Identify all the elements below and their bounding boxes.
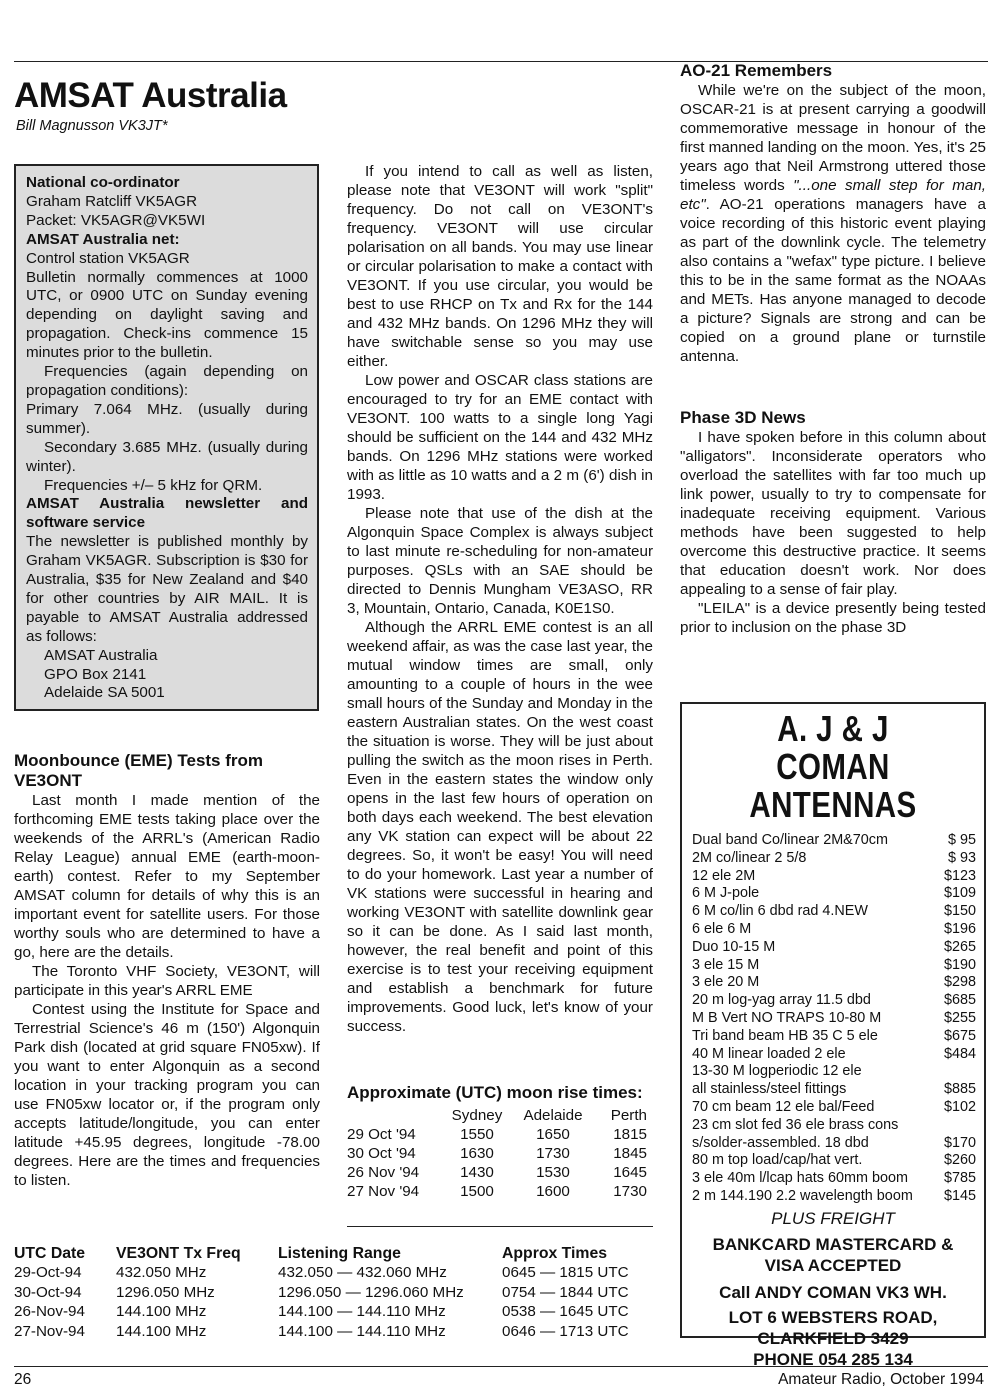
- table-row: [14, 1322, 654, 1341]
- moon-cell: 1430: [460, 1164, 494, 1181]
- moon-cell: 1845: [613, 1145, 647, 1162]
- list-item: [692, 903, 976, 921]
- info-address-line: GPO Box 2141: [44, 665, 147, 683]
- ad-price: $885: [943, 1081, 976, 1098]
- sched-cell: 0538 — 1645 UTC: [502, 1303, 629, 1321]
- moon-cell: 1645: [613, 1164, 647, 1181]
- ao21-section: [680, 61, 986, 366]
- moonrise-section: [347, 1083, 653, 1201]
- sched-cell: 1296.050 — 1296.060 MHz: [278, 1283, 464, 1301]
- ad-price: $255: [943, 1009, 976, 1026]
- moon-cell: 27 Nov '94: [347, 1183, 420, 1200]
- ad-address-line: LOT 6 WEBSTERS ROAD,: [728, 1307, 938, 1327]
- ad-item: 20 m log-yag array 11.5 dbd: [692, 992, 871, 1009]
- ad-price: $484: [943, 1045, 976, 1062]
- ad-item: 70 cm beam 12 ele bal/Feed: [692, 1098, 875, 1115]
- publication-info: Amateur Radio, October 1994: [778, 1371, 984, 1388]
- list-item: [692, 1152, 976, 1170]
- info-newsletter: The newsletter is published monthly by Graham VK5AGR. Subscription is $30 for Australia, $35 for New Zealand and $40 for other countries by AIR MAIL. It is payable to AMSAT Australia addressed as follows:: [26, 533, 308, 645]
- moonbounce-para: Last month I made mention of the forthcoming EME tests taking place over the weekends of the ARRL's (American Radio Relay League) annual EME (earth-moon-earth) contest. Refer to my September AMSAT column for details of why this is an important event for satellite users. For those worthy souls who are determined to have a go, here are the details.: [14, 792, 320, 961]
- ad-item: 40 M linear loaded 2 ele: [692, 1045, 846, 1062]
- ad-item: M B Vert NO TRAPS 10-80 M: [692, 1009, 882, 1026]
- ao21-heading: AO-21 Remembers: [680, 61, 833, 80]
- info-box: [14, 164, 319, 711]
- list-item: [692, 868, 976, 886]
- ad-item: 6 M J-pole: [692, 885, 760, 902]
- moon-cell: 1730: [613, 1183, 647, 1200]
- info-address-line: AMSAT Australia: [44, 646, 158, 664]
- info-coordinator-heading: National co-ordinator: [26, 174, 180, 191]
- byline: Bill Magnusson VK3JT*: [16, 118, 168, 134]
- ad-item: Tri band beam HB 35 C 5 ele: [692, 1027, 878, 1044]
- list-item: [692, 1188, 976, 1206]
- col2-para: If you intend to call as well as listen, please note that VE3ONT will work "split" frequency. Do not call on VE3ONT's frequency. VE3ONT will use circular polarisation on all bands. You may use linear or circular polarisation to make a contact with VE3ONT. If you use circular, you would be best to use RHCP on Tx and Rx for the 144 and 432 MHz bands. On 1296 MHz they will have switchable sense so you may use either.: [347, 163, 653, 370]
- info-coordinator-name: Graham Ratcliff VK5AGR: [26, 192, 198, 210]
- ad-item: 3 ele 40m l/lcap hats 60mm boom: [692, 1170, 908, 1187]
- ao21-text: While we're on the subject of the moon, OSCAR-21 is at present carrying a goodwill commemorative message in honour of the first manned landing on the moon. Yes, it's 25 years ago that Neil Armstrong uttered those timeless words: [680, 82, 987, 194]
- sched-cell: 26-Nov-94: [14, 1303, 85, 1321]
- list-item: [692, 1081, 976, 1099]
- table-row: [347, 1163, 647, 1182]
- sched-cell: 144.100 — 144.110 MHz: [278, 1303, 446, 1321]
- ad-item: 12 ele 2M: [692, 867, 756, 884]
- sched-col-header: Approx Times: [502, 1245, 608, 1262]
- ad-item: 3 ele 20 M: [692, 974, 760, 991]
- info-packet: Packet: VK5AGR@VK5WI: [26, 211, 206, 229]
- list-item: [692, 1117, 976, 1135]
- sched-col-header: UTC Date: [14, 1245, 86, 1262]
- ad-price: $298: [943, 974, 976, 991]
- ad-cards-line: VISA ACCEPTED: [764, 1255, 902, 1275]
- moon-cell: 1550: [460, 1126, 494, 1143]
- info-frequencies: Frequencies (again depending on propagation conditions):: [26, 363, 308, 399]
- phase3d-para: I have spoken before in this column about "alligators". Inconsiderate operators who overload the satellites with far too much up link power, usually to try to compensate for inadequate receiving equipment. Various methods have been suggested to help overcome this destructive practice. It seems that education doesn't work. Nor does appealing to a sense of fair play.: [680, 429, 986, 598]
- list-item: [692, 957, 976, 975]
- sched-cell: 432.050 — 432.060 MHz: [278, 1264, 447, 1282]
- ad-item: 6 ele 6 M: [692, 920, 752, 937]
- sched-cell: 1296.050 MHz: [116, 1283, 215, 1301]
- sched-cell: 144.100 MHz: [116, 1303, 207, 1321]
- table-row: [14, 1302, 654, 1321]
- moonrise-rule: [347, 1226, 653, 1227]
- table-row: [14, 1283, 654, 1302]
- ad-price: $109: [943, 885, 976, 902]
- table-row: [347, 1182, 647, 1201]
- moonbounce-para: The Toronto VHF Society, VE3ONT, will participate in this year's ARRL EME: [14, 963, 320, 999]
- column-two: [347, 162, 653, 1036]
- ad-item: 2 m 144.190 2.2 wavelength boom: [692, 1187, 913, 1204]
- sched-cell: 30-Oct-94: [14, 1283, 82, 1301]
- ao21-para: [680, 81, 986, 366]
- list-item: [692, 1028, 976, 1046]
- moon-col-header: Adelaide: [523, 1107, 583, 1124]
- antenna-advertisement: [680, 702, 986, 1369]
- moonbounce-para: Contest using the Institute for Space and Terrestrial Science's 46 m (150') Algonquin Park dish (located at grid square FN05xw). If you want to enter Algonquin as a second location in your tracking program you can use FN05xw locator or, if the program only accepts latitude/longitude, you can enter latitude +45.95 degrees, longitude -78.00 degrees. Here are the times and frequencies to listen.: [14, 1001, 320, 1189]
- ad-item: 3 ele 15 M: [692, 956, 760, 973]
- moon-col-header: Perth: [610, 1107, 647, 1124]
- ad-item: all stainless/steel fittings: [692, 1081, 847, 1098]
- list-item: [692, 1046, 976, 1064]
- phase3d-para: "LEILA" is a device presently being tested prior to inclusion on the phase 3D: [680, 600, 986, 636]
- ad-price: $170: [943, 1134, 976, 1151]
- ad-price: $260: [943, 1152, 976, 1169]
- ad-price: $ 93: [947, 849, 976, 866]
- sched-cell: 0646 — 1713 UTC: [502, 1322, 629, 1340]
- moon-col-header: Sydney: [451, 1107, 503, 1124]
- ad-item: 13-30 M logperiodic 12 ele: [692, 1063, 862, 1080]
- list-item: [692, 885, 976, 903]
- list-item: [692, 1170, 976, 1188]
- ad-price: [940, 1117, 976, 1135]
- footer-rule: [14, 1366, 988, 1367]
- sched-col-header: VE3ONT Tx Freq: [116, 1245, 241, 1262]
- list-item: [692, 1099, 976, 1117]
- list-item: [692, 850, 976, 868]
- list-item: [692, 992, 976, 1010]
- moon-cell: 1815: [613, 1126, 647, 1143]
- ad-price: $785: [943, 1170, 976, 1187]
- ad-item: Duo 10-15 M: [692, 938, 776, 955]
- schedule-table: [14, 1244, 654, 1341]
- list-item: [692, 1135, 976, 1153]
- moonbounce-section: [14, 751, 320, 1190]
- moon-cell: 1500: [460, 1183, 494, 1200]
- sched-cell: 0645 — 1815 UTC: [502, 1264, 629, 1282]
- ad-price: $150: [943, 903, 976, 920]
- ad-item: 6 M co/lin 6 dbd rad 4.NEW: [692, 903, 868, 920]
- sched-cell: 144.100 — 144.110 MHz: [278, 1322, 446, 1340]
- col2-para: Please note that use of the dish at the Algonquin Space Complex is always subject to last minute re-scheduling for non-amateur purposes. QSLs with an SAE should be directed to Dennis Mungham VE3ASO, RR 3, Mountain, Ontario, Canada, K0E1S0.: [347, 505, 653, 617]
- list-item: [692, 974, 976, 992]
- ad-cards-line: BANKCARD MASTERCARD &: [712, 1234, 954, 1254]
- phase3d-section: [680, 408, 986, 637]
- sched-cell: 0754 — 1844 UTC: [502, 1283, 629, 1301]
- ad-price: $685: [943, 992, 976, 1009]
- info-net-heading: AMSAT Australia net:: [26, 230, 180, 248]
- list-item: [692, 1010, 976, 1028]
- moon-cell: 1650: [536, 1126, 570, 1143]
- ad-item: 23 cm slot fed 36 ele brass cons: [692, 1116, 899, 1133]
- col2-para: Although the ARRL EME contest is an all weekend affair, as was the case last year, the mutual window times are small, only amounting to a couple of hours in the wee small hours of the Sunday and Monday in the eastern Australian states. On the west coast the situation is worse. They will be just about pulling the switch as the moon rises in Perth. Even in the eastern states the window only opens in the last few hours of operation on both days each weekend. The best elevation any VK station can expect will be about 22 degrees. So, it won't be easy! You will need to do your homework. Last year a number of VK stations were successful in hearing and working VE3ONT with satellite downlink gear so it can be done. As I said last month, however, the real benefit and point of this exercise is to test your receiving equipment and establish a benchmark for future improvements. Good luck, let's know of your success.: [347, 619, 653, 1035]
- ad-company-name: A. J & J COMAN: [776, 708, 890, 787]
- sched-cell: 27-Nov-94: [14, 1322, 85, 1340]
- ad-price-list: [692, 832, 976, 1206]
- info-secondary: Secondary 3.685 MHz. (usually during winter).: [26, 438, 308, 475]
- moon-cell: 1630: [460, 1145, 494, 1162]
- info-qrm: Frequencies +/– 5 kHz for QRM.: [44, 476, 263, 494]
- ad-price: $196: [943, 920, 976, 937]
- info-address-line: Adelaide SA 5001: [44, 684, 165, 702]
- moonbounce-heading: Moonbounce (EME) Tests from VE3ONT: [14, 751, 264, 790]
- page-number: 26: [14, 1371, 32, 1388]
- moon-cell: 26 Nov '94: [347, 1164, 420, 1181]
- info-newsletter-heading: AMSAT Australia newsletter and software service: [26, 495, 308, 532]
- info-primary: Primary 7.064 MHz. (usually during summer).: [26, 400, 308, 437]
- table-row: [14, 1263, 654, 1282]
- ad-price: $265: [943, 938, 976, 955]
- info-bulletin: Bulletin normally commences at 1000 UTC, or 0900 UTC on Sunday evening depending on daylight saving and propagation. Check-ins commence 15 minutes prior to the bulletin.: [26, 268, 308, 362]
- ad-plus-freight: PLUS FREIGHT: [771, 1208, 895, 1228]
- sched-cell: 432.050 MHz: [116, 1264, 207, 1282]
- ad-item: 80 m top load/cap/hat vert.: [692, 1152, 863, 1169]
- page-title: AMSAT Australia: [14, 76, 287, 115]
- ad-item: 2M co/linear 2 5/8: [692, 849, 807, 866]
- ad-price: $190: [943, 956, 976, 973]
- ad-call-line: Call ANDY COMAN VK3 WH.: [719, 1282, 947, 1302]
- moon-cell: 30 Oct '94: [347, 1145, 416, 1162]
- list-item: [692, 939, 976, 957]
- phase3d-heading: Phase 3D News: [680, 408, 806, 427]
- ad-price: $ 95: [947, 832, 976, 848]
- moon-cell: 1600: [536, 1183, 570, 1200]
- ao21-text: . AO-21 operations managers have a voice recording of this historic event playing as part of the downlink cycle. The telemetry also contains a "wefax" type picture. I believe this to be in the same format as the NOAAs and METs. Has anyone managed to decode a picture? Signals are strong and can be copied on a ground plane or turnstile antenna.: [680, 196, 986, 365]
- ad-price: [940, 1063, 976, 1081]
- ad-address-line: CLARKFIELD 3429: [757, 1328, 909, 1348]
- sched-col-header: Listening Range: [278, 1245, 401, 1262]
- col2-para: Low power and OSCAR class stations are encouraged to try for an EME contact with VE3ONT. 100 watts to a single long Yagi should be sufficient on the 144 and 432 MHz bands. On 1296 MHz stations were worked with as little as 10 watts and a 2 m (6') dish in 1993.: [347, 372, 653, 503]
- moonrise-table: [347, 1106, 647, 1201]
- schedule-section: [14, 1244, 674, 1341]
- ad-price: $102: [943, 1098, 976, 1115]
- ad-phone: PHONE 054 285 134: [753, 1349, 913, 1369]
- table-row: [347, 1144, 647, 1163]
- moon-cell: 29 Oct '94: [347, 1126, 416, 1143]
- moonrise-heading: Approximate (UTC) moon rise times:: [347, 1083, 643, 1102]
- ao21-quote: "...one small step for man, etc": [680, 177, 987, 213]
- moon-col-header: [347, 1106, 439, 1125]
- table-row: [347, 1125, 647, 1144]
- info-control-station: Control station VK5AGR: [26, 249, 190, 267]
- ad-item: s/solder-assembled. 18 dbd: [692, 1134, 869, 1151]
- ad-price: $123: [943, 867, 976, 884]
- ad-company-antennas: ANTENNAS: [749, 784, 917, 825]
- sched-cell: 144.100 MHz: [116, 1322, 207, 1340]
- moon-cell: 1730: [536, 1145, 570, 1162]
- list-item: [692, 1063, 976, 1081]
- ad-price: $145: [943, 1187, 976, 1204]
- ad-price: $675: [943, 1027, 976, 1044]
- list-item: [692, 832, 976, 850]
- sched-cell: 29-Oct-94: [14, 1264, 82, 1282]
- ad-item: Dual band Co/linear 2M&70cm: [692, 832, 888, 848]
- list-item: [692, 921, 976, 939]
- moon-cell: 1530: [536, 1164, 570, 1181]
